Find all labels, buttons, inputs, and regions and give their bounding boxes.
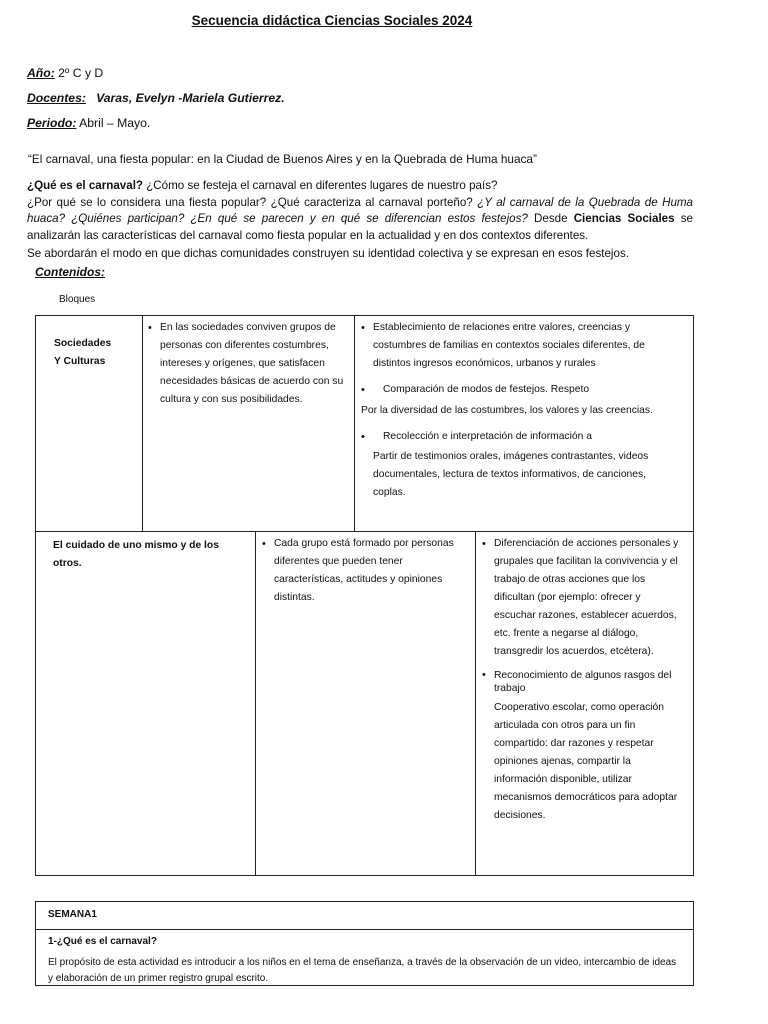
content-table-1 — [35, 315, 694, 532]
table1-col3-bullet-2: • Comparación de modos de festejos. Respeto — [361, 381, 671, 399]
semana-description: El propósito de esta actividad es introducir a los niños en el tema de enseñanza, a través de la observación de un video, intercambio de ideas y elaboración de un primer registro grupal escrito. — [48, 957, 677, 984]
table2-col3-bullet-2: • Reconocimiento de algunos rasgos del trabajo — [482, 669, 682, 695]
table1-bloque-line1: Sociedades — [54, 338, 112, 349]
table1-divider-2 — [354, 316, 355, 531]
docentes-line — [27, 91, 285, 105]
semana-header — [36, 902, 693, 930]
table2-col3-bullet-2-cont: Cooperativo escolar, como operación articulada con otros para un fin compartido: dar razones y respetar opiniones ajenas, compartir la información disponible, utilizar mecanismos democráticos para adoptar decisiones. — [494, 702, 678, 821]
semana-box — [35, 901, 694, 986]
table1-col3-bullet-2-cont: Por la diversidad de las costumbres, los valores y las creencias. — [361, 405, 653, 416]
document-title: Secuencia didáctica Ciencias Sociales 2024 — [191, 13, 473, 28]
content-table-2 — [35, 531, 694, 876]
intro-q2-italic: ¿Y al carnaval de la Quebrada de Huma huaca? ¿Quiénes participan? ¿En qué se parecen y en qué se diferencian estos festejos? — [27, 195, 694, 225]
table1-divider-1 — [142, 316, 143, 531]
table2-col2 — [262, 535, 462, 607]
contenidos-heading: Contenidos: — [35, 265, 105, 279]
table2-divider-1 — [255, 532, 256, 875]
intro-q1-rest: ¿Cómo se festeja el carnaval en diferentes lugares de nuestro país? — [143, 179, 498, 192]
intro-q2-rest: se analizarán las características del carnaval como fiesta popular en la actualidad y en dos contextos diferentes. — [27, 212, 693, 242]
intro-q2-desde: Desde — [527, 212, 574, 225]
table1-col3-bullet-1: • Establecimiento de relaciones entre valores, creencias y costumbres de familias en contextos sociales diferentes, de distintos ingresos económicos, urbanos y rurales — [361, 319, 671, 373]
table1-col2-bullet: • En las sociedades conviven grupos de personas con diferentes costumbres, intereses y orígenes, que satisfacen necesidades básicas de acuerdo con su cultura y con sus posibilidades. — [148, 319, 348, 409]
docentes-value: Varas, Evelyn -Mariela Gutierrez. — [85, 91, 285, 105]
anio-label: Año: — [27, 66, 55, 80]
anio-value: 2º C y D — [54, 66, 104, 80]
intro-q2: ¿Por qué se lo considera una fiesta popular? ¿Qué caracteriza al carnaval porteño? — [27, 195, 478, 209]
sequence-quote: “El carnaval, una fiesta popular: en la Ciudad de Buenos Aires y en la Quebrada de Huma huaca” — [28, 152, 537, 166]
bloques-label: Bloques — [59, 294, 96, 305]
intro-q2-bold: Ciencias Sociales — [573, 212, 675, 225]
intro-q1-bold: ¿Qué es el carnaval? — [27, 179, 143, 192]
docentes-label: Docentes: — [27, 91, 86, 105]
table1-col3-bullet-3-cont: Partir de testimonios orales, imágenes contrastantes, videos documentales, lectura de textos informativos, de canciones, coplas. — [373, 451, 649, 498]
periodo-label: Periodo: — [27, 116, 77, 130]
table1-col2 — [148, 319, 348, 409]
anio-line — [27, 66, 103, 80]
periodo-line — [27, 116, 150, 130]
semana-question: 1-¿Qué es el carnaval? — [48, 936, 157, 947]
table1-col3 — [361, 319, 671, 502]
table1-col3-bullet-3: • Recolección e interpretación de información a — [361, 428, 671, 446]
periodo-value: Abril – Mayo. — [76, 116, 151, 130]
table2-divider-2 — [475, 532, 476, 875]
table1-bloque-line2: Y Culturas — [54, 356, 106, 367]
semana-header-label: SEMANA1 — [48, 909, 97, 920]
table2-col3 — [482, 535, 682, 825]
table2-bloque: El cuidado de uno mismo y de los otros. — [53, 540, 219, 569]
intro-paragraph-2: Se abordarán el modo en que dichas comunidades construyen su identidad colectiva y se expresan en esos festejos. — [27, 247, 629, 260]
intro-text — [27, 178, 693, 263]
intro-paragraph-1 — [27, 178, 693, 244]
table1-bloque — [54, 335, 139, 371]
table2-col2-bullet: • Cada grupo está formado por personas diferentes que pueden tener características, actitudes y opiniones distintas. — [262, 535, 462, 607]
table2-col3-bullet-1: • Diferenciación de acciones personales y grupales que facilitan la convivencia y el trabajo de otras acciones que los dificultan (por ejemplo: ofrecer y escuchar razones, establecer acuerdos, etc. frente a negarse al diálogo, transgredir los acuerdos, etcétera). — [482, 535, 682, 661]
